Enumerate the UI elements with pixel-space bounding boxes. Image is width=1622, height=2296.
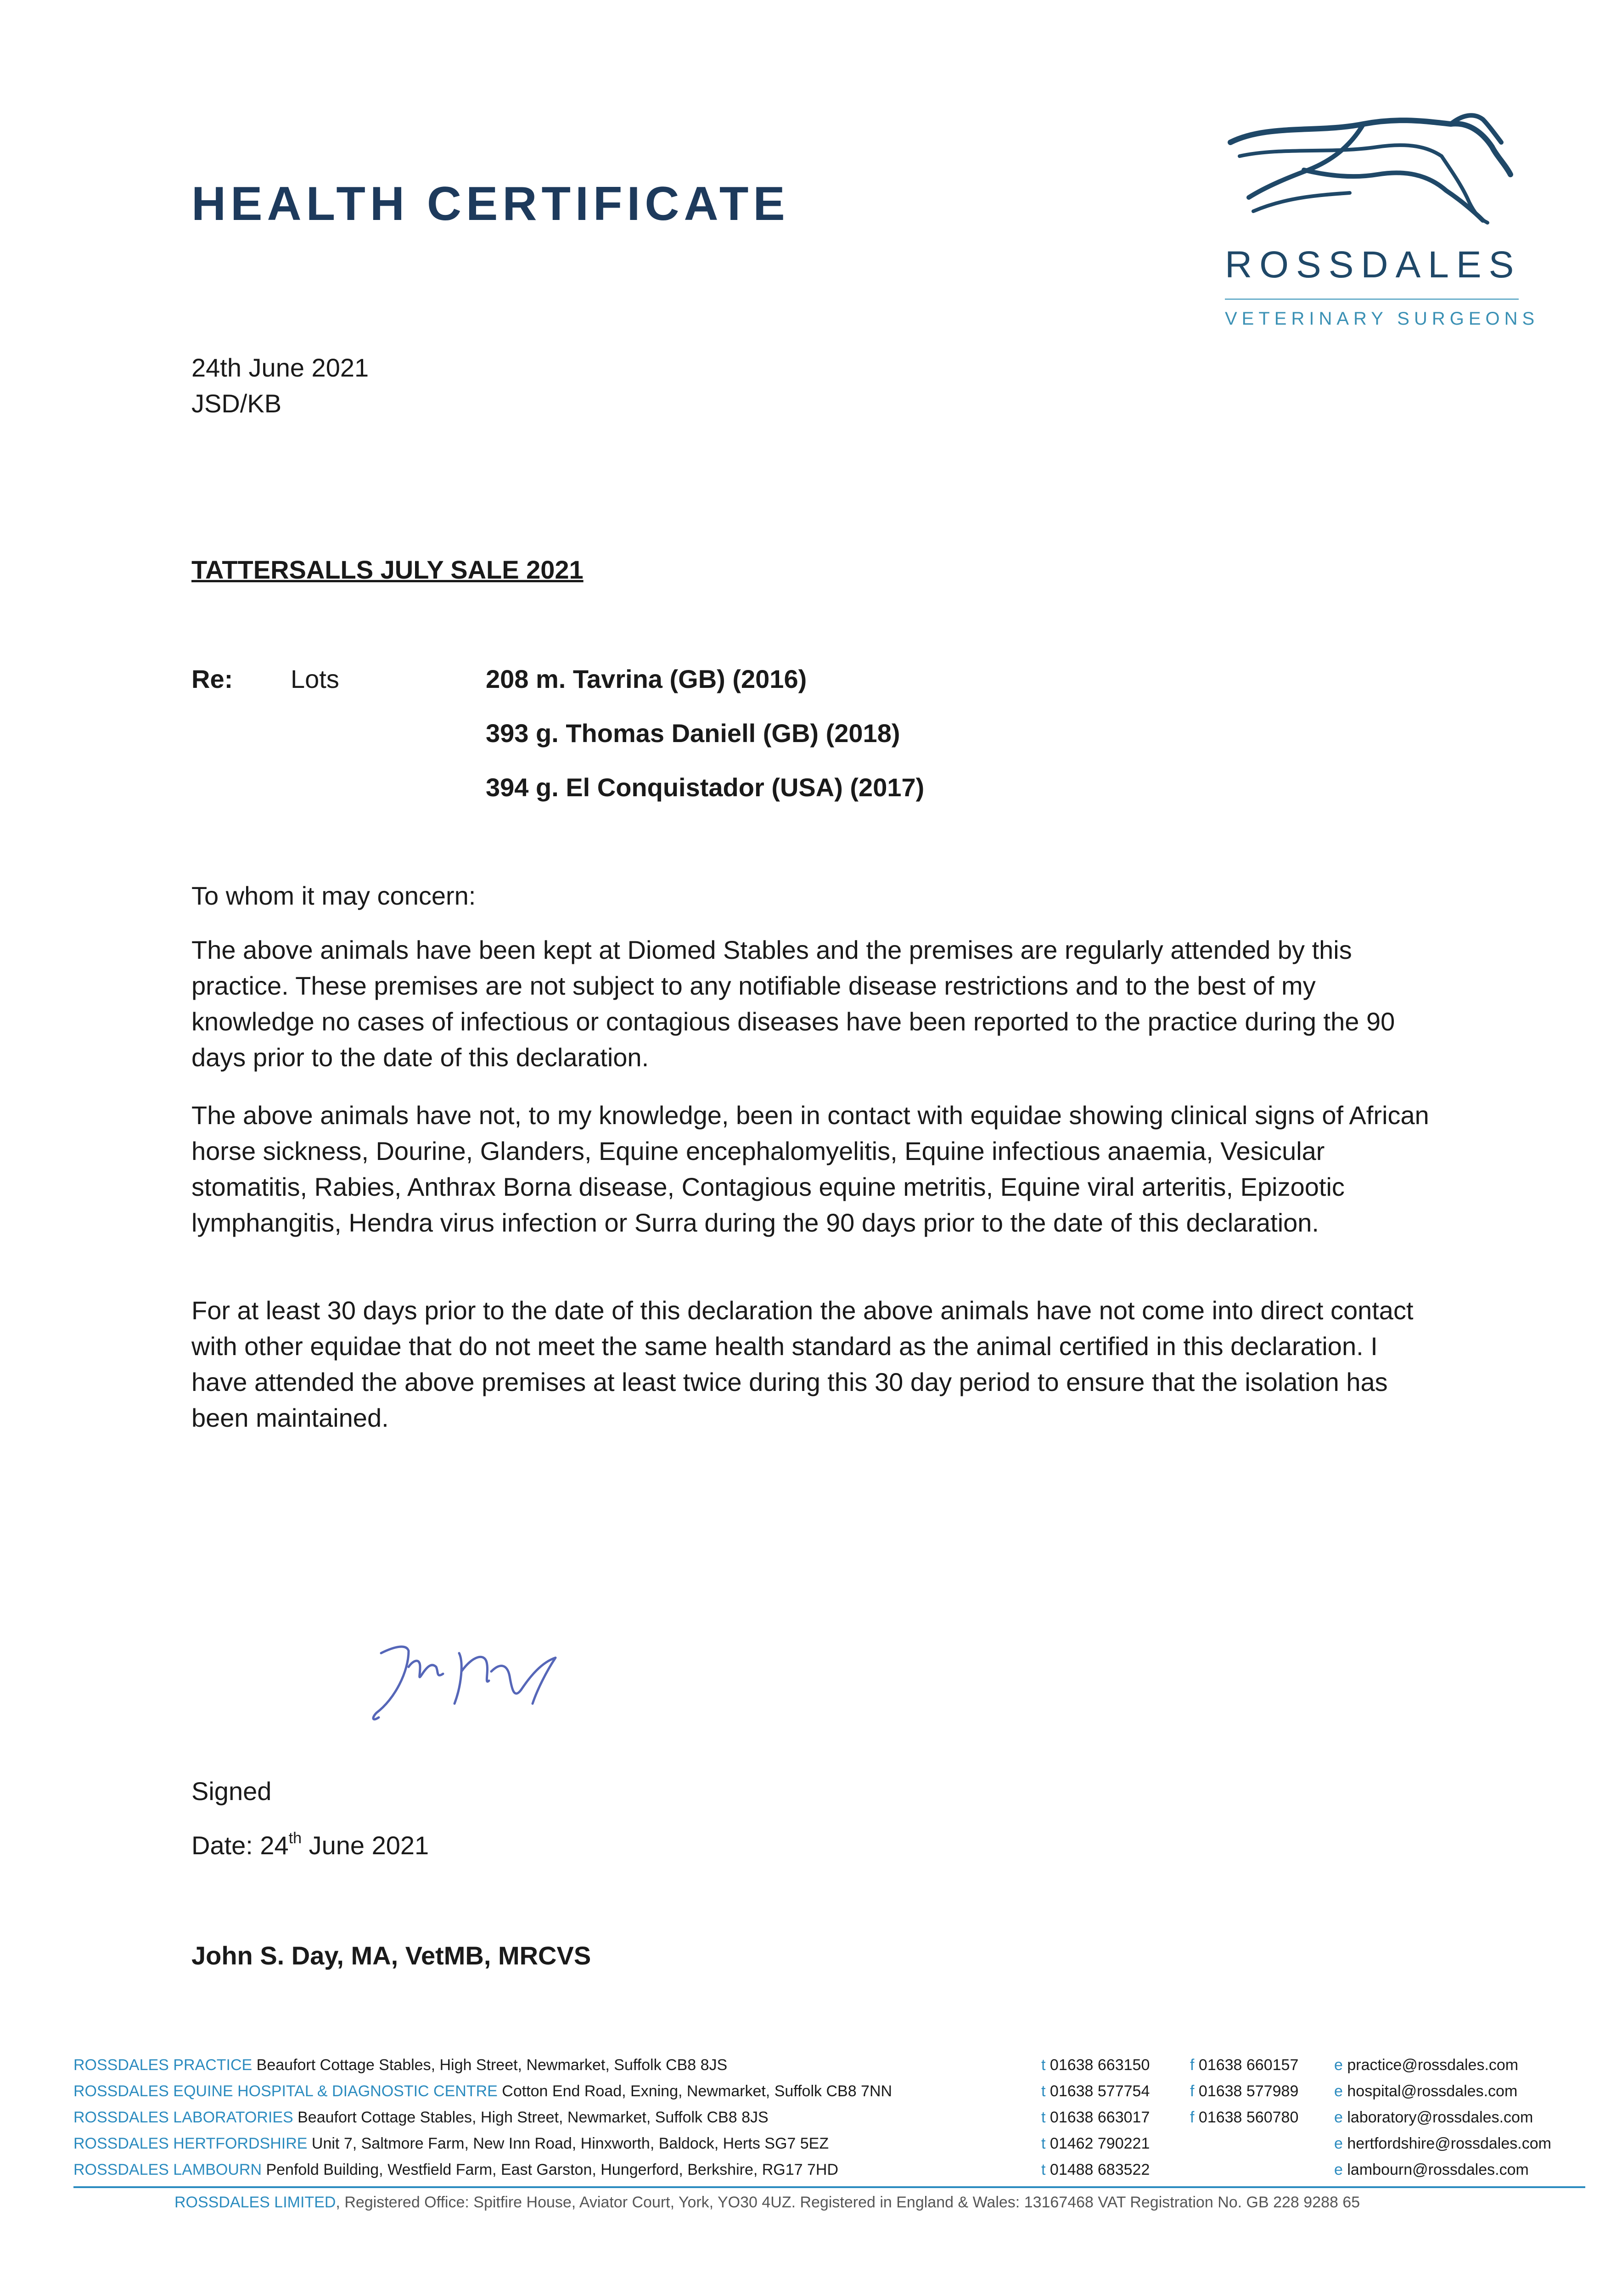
lots-label: Lots: [291, 664, 339, 693]
sign-date: [191, 1828, 429, 1863]
phone-label: t: [1041, 2082, 1046, 2100]
phone-number: 01488 683522: [1050, 2161, 1150, 2178]
sign-date-suffix: June 2021: [302, 1831, 429, 1860]
footer-fax: [1190, 2052, 1298, 2078]
footer-branch-name: ROSSDALES LABORATORIES: [73, 2109, 293, 2126]
footer-phone: [1041, 2105, 1150, 2130]
email-label: e: [1334, 2082, 1343, 2100]
phone-label: t: [1041, 2056, 1046, 2074]
footer-divider: [73, 2186, 1585, 2188]
footer-phone: [1041, 2131, 1150, 2156]
registration-line: [174, 2189, 1360, 2215]
body-paragraph: The above animals have been kept at Diomed Stables and the premises are regularly attended by this practice. These premises are not subject to any notifiable disease restrictions and to the best of my knowledge no cases of infectious or contagious diseases have been reported to the practice during the 90 days prior to the date of this declaration.: [191, 935, 1395, 1072]
document-title: HEALTH CERTIFICATE: [191, 177, 790, 231]
phone-label: t: [1041, 2161, 1046, 2178]
salutation: To whom it may concern:: [191, 881, 476, 910]
fax-number: 01638 577989: [1198, 2082, 1299, 2100]
body-paragraph: The above animals have not, to my knowledge, been in contact with equidae showing clinical signs of African horse sickness, Dourine, Glanders, Equine encephalomyelitis, Equine infectious anaemia, Vesicular stomatitis, Rabies, Anthrax Borna disease, Contagious equine metritis, Equine viral arteritis, Epizootic lymphangitis, Hendra virus infection or Surra during the 90 days prior to the date of this declaration.: [191, 1101, 1429, 1237]
email-label: e: [1334, 2135, 1343, 2152]
footer-branch-name: ROSSDALES LAMBOURN: [73, 2161, 262, 2178]
fax-number: 01638 660157: [1198, 2056, 1299, 2074]
footer-branch-address: Unit 7, Saltmore Farm, New Inn Road, Hinxworth, Baldock, Herts SG7 5EZ: [307, 2135, 829, 2152]
footer-branch-name: ROSSDALES PRACTICE: [73, 2056, 253, 2074]
footer-email[interactable]: [1334, 2078, 1517, 2104]
body-paragraph: For at least 30 days prior to the date of this declaration the above animals have not come into direct contact with other equidae that do not meet the same health standard as the animal certified in this declaration. I have attended the above premises at least twice during this 30 day period to ensure that the isolation has been maintained.: [191, 1296, 1414, 1432]
email-address[interactable]: hertfordshire@rossdales.com: [1347, 2135, 1551, 2152]
footer-branch-address: Beaufort Cottage Stables, High Street, Newmarket, Suffolk CB8 8JS: [293, 2109, 769, 2126]
sign-date-prefix: Date: 24: [191, 1831, 289, 1860]
lot-item: 393 g. Thomas Daniell (GB) (2018): [486, 719, 900, 748]
footer-phone: [1041, 2157, 1150, 2183]
fax-number: 01638 560780: [1198, 2109, 1299, 2126]
email-address[interactable]: lambourn@rossdales.com: [1347, 2161, 1529, 2178]
letter-date: 24th June 2021: [191, 353, 369, 382]
footer-row: [73, 2131, 829, 2156]
re-label: Re:: [191, 664, 233, 693]
footer-branch-address: Penfold Building, Westfield Farm, East Garston, Hungerford, Berkshire, RG17 7HD: [262, 2161, 839, 2178]
fax-label: f: [1190, 2056, 1195, 2074]
footer-phone: [1041, 2078, 1150, 2104]
footer-branch-address: Cotton End Road, Exning, Newmarket, Suffolk CB8 7NN: [497, 2082, 892, 2100]
email-address[interactable]: practice@rossdales.com: [1347, 2056, 1519, 2074]
phone-label: t: [1041, 2109, 1046, 2126]
phone-number: 01462 790221: [1050, 2135, 1150, 2152]
handwritten-signature: [363, 1635, 620, 1736]
email-address[interactable]: hospital@rossdales.com: [1347, 2082, 1518, 2100]
footer-email[interactable]: [1334, 2131, 1551, 2156]
phone-number: 01638 663017: [1050, 2109, 1150, 2126]
footer-email[interactable]: [1334, 2052, 1518, 2078]
brand-name: ROSSDALES: [1225, 244, 1521, 286]
lot-item: 208 m. Tavrina (GB) (2016): [486, 664, 807, 693]
footer-fax: [1190, 2105, 1298, 2130]
footer-row: [73, 2157, 838, 2183]
email-label: e: [1334, 2109, 1343, 2126]
footer-row: [73, 2078, 892, 2104]
footer-branch-name: ROSSDALES EQUINE HOSPITAL & DIAGNOSTIC CENTRE: [73, 2082, 498, 2100]
fax-label: f: [1190, 2109, 1195, 2126]
sign-date-ordinal: th: [288, 1829, 302, 1847]
email-label: e: [1334, 2056, 1343, 2074]
lot-item: 394 g. El Conquistador (USA) (2017): [486, 773, 925, 802]
phone-number: 01638 577754: [1050, 2082, 1150, 2100]
email-label: e: [1334, 2161, 1343, 2178]
footer-row: [73, 2052, 727, 2078]
phone-number: 01638 663150: [1050, 2056, 1150, 2074]
sale-heading: TATTERSALLS JULY SALE 2021: [191, 555, 584, 584]
footer-phone: [1041, 2052, 1150, 2078]
footer-branch-name: ROSSDALES HERTFORDSHIRE: [73, 2135, 308, 2152]
brand-subtitle: VETERINARY SURGEONS: [1225, 309, 1539, 329]
registration-details: , Registered Office: Spitfire House, Aviator Court, York, YO30 4UZ. Registered in England & Wales: 13167468 VAT Registration No. GB 228 9288 65: [336, 2194, 1360, 2211]
phone-label: t: [1041, 2135, 1046, 2152]
fax-label: f: [1190, 2082, 1195, 2100]
footer-email[interactable]: [1334, 2105, 1533, 2130]
brand-divider: [1225, 298, 1519, 300]
company-name: ROSSDALES LIMITED: [174, 2194, 336, 2211]
letter-reference: JSD/KB: [191, 389, 282, 418]
signed-label: Signed: [191, 1777, 272, 1806]
footer-row: [73, 2105, 769, 2130]
footer-email[interactable]: [1334, 2157, 1529, 2183]
signatory-name: John S. Day, MA, VetMB, MRCVS: [191, 1941, 591, 1970]
email-address[interactable]: laboratory@rossdales.com: [1347, 2109, 1533, 2126]
footer-fax: [1190, 2078, 1298, 2104]
footer-branch-address: Beaufort Cottage Stables, High Street, Newmarket, Suffolk CB8 8JS: [252, 2056, 728, 2074]
